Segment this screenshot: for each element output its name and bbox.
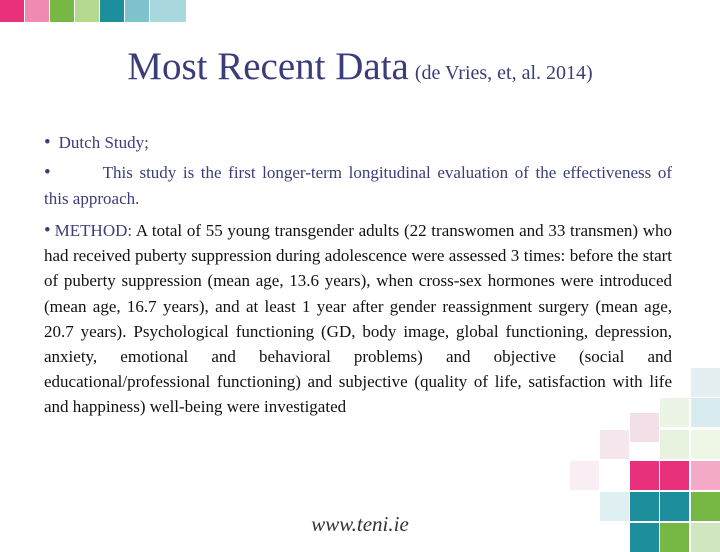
bullet-marker: • [44,162,51,183]
color-square [150,0,186,22]
bullet-method [44,218,672,420]
title-citation: (de Vries, et, al. 2014) [414,62,593,84]
slide-title [0,44,720,89]
bullet-study-description [44,160,672,212]
decorative-color-strip [0,0,187,22]
footer-url: www.teni.ie [311,512,409,536]
color-square [100,0,124,22]
color-square [0,0,24,22]
color-square [125,0,149,22]
color-square [50,0,74,22]
method-text: A total of 55 young transgender adults (22 transwomen and 33 transmen) who had received puberty suppression during adolescence were assessed 3 times: before the start of puberty suppression (mean age, 13.6 years), when cross-sex hormones were introduced (mean age, 16.7 years), and at least 1 year after gender reassignment surgery (mean age, 20.7 years). Psychological functioning (GD, body image, global functioning, depression, anxiety, emotional and behavioral problems) and objective (social and educational/professional functioning) and subjective (quality of life, satisfaction with life and happiness) well-being were investigated [44,221,673,417]
bullet-text: This study is the first longer-term longitudinal evaluation of the effectiveness of this approach. [44,163,672,208]
bullet-marker: • [44,132,51,153]
bullet-dutch-study [44,132,149,154]
title-main: Most Recent Data [127,45,409,88]
bullet-text: Dutch Study; [58,133,149,152]
method-label: METHOD: [54,221,133,240]
color-square [75,0,99,22]
bullet-marker: • [44,220,51,241]
color-square [25,0,49,22]
